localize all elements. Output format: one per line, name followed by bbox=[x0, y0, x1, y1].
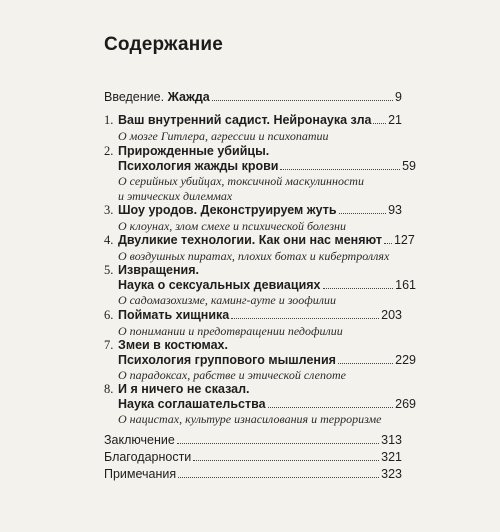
chapter-title: Шоу уродов. Деконструируем жуть bbox=[118, 203, 337, 217]
toc-entry-chapter-1 bbox=[104, 113, 402, 143]
chapter-page: 127 bbox=[393, 233, 415, 247]
chapter-description: О серийных убийцах, токсичной маскулинности bbox=[118, 174, 364, 188]
chapter-number: 7. bbox=[104, 338, 114, 352]
page-title: Содержание bbox=[104, 34, 224, 55]
intro-page: 9 bbox=[395, 90, 402, 104]
chapter-page: 93 bbox=[388, 203, 402, 217]
chapter-number: 5. bbox=[104, 263, 114, 277]
toc-entry-chapter-3 bbox=[104, 203, 402, 233]
toc-entry-acknowledgements bbox=[104, 450, 402, 464]
chapter-title-continued: Наука о сексуальных девиациях bbox=[118, 278, 321, 292]
toc-entry-chapter-7 bbox=[104, 338, 416, 382]
entry-page: 313 bbox=[381, 433, 402, 447]
dot-leader bbox=[178, 477, 379, 478]
chapter-description: О нацистах, культуре изнасилования и терроризме bbox=[118, 412, 382, 426]
chapter-description: О мозге Гитлера, агрессии и психопатии bbox=[118, 129, 329, 143]
chapter-title: Ваш внутренний садист. Нейронаука зла bbox=[118, 113, 372, 127]
dot-leader bbox=[384, 243, 392, 244]
chapter-page: 229 bbox=[395, 353, 416, 367]
entry-page: 321 bbox=[381, 450, 402, 464]
entry-title: Заключение bbox=[104, 433, 175, 447]
toc-entry-chapter-2 bbox=[104, 144, 416, 203]
chapter-description-continued: и этических дилеммах bbox=[118, 189, 233, 203]
toc-entry-chapter-8 bbox=[104, 382, 416, 426]
chapter-description: О понимании и предотвращении педофилии bbox=[118, 324, 343, 338]
chapter-title: И я ничего не сказал. bbox=[118, 382, 250, 396]
chapter-number: 8. bbox=[104, 382, 114, 396]
chapter-page: 21 bbox=[388, 113, 402, 127]
toc-entry-intro bbox=[104, 90, 402, 104]
dot-leader bbox=[231, 318, 379, 319]
chapter-number: 3. bbox=[104, 203, 114, 217]
chapter-title: Змеи в костюмах. bbox=[118, 338, 228, 352]
dot-leader bbox=[193, 460, 379, 461]
chapter-description: О воздушных пиратах, плохих ботах и кибертроллях bbox=[118, 249, 390, 263]
entry-title: Благодарности bbox=[104, 450, 192, 464]
intro-title: Жажда bbox=[167, 90, 210, 104]
chapter-page: 161 bbox=[395, 278, 416, 292]
chapter-page: 269 bbox=[395, 397, 416, 411]
chapter-title: Поймать хищника bbox=[118, 308, 230, 322]
chapter-number: 1. bbox=[104, 113, 114, 127]
dot-leader bbox=[373, 123, 386, 124]
dot-leader bbox=[323, 288, 394, 289]
toc-entry-chapter-6 bbox=[104, 308, 402, 338]
dot-leader bbox=[268, 407, 394, 408]
chapter-description: О садомазохизме, каминг-ауте и зоофилии bbox=[118, 293, 336, 307]
chapter-title-continued: Психология жажды крови bbox=[118, 159, 279, 173]
toc-entry-chapter-5 bbox=[104, 263, 416, 307]
dot-leader bbox=[212, 100, 393, 101]
chapter-description: О парадоксах, рабстве и этической слепоте bbox=[118, 368, 346, 382]
toc-entry-notes bbox=[104, 467, 402, 481]
chapter-title-continued: Наука соглашательства bbox=[118, 397, 266, 411]
chapter-title: Двуликие технологии. Как они нас меняют bbox=[118, 233, 382, 247]
chapter-page: 59 bbox=[402, 159, 416, 173]
toc-entry-chapter-4 bbox=[104, 233, 415, 263]
dot-leader bbox=[338, 363, 393, 364]
intro-prefix: Введение. bbox=[104, 90, 165, 104]
dot-leader bbox=[177, 443, 379, 444]
dot-leader bbox=[280, 169, 400, 170]
chapter-number: 2. bbox=[104, 144, 114, 158]
chapter-description: О клоунах, злом смехе и психической болезни bbox=[118, 219, 346, 233]
dot-leader bbox=[339, 213, 387, 214]
toc-entry-conclusion bbox=[104, 433, 402, 447]
entry-title: Примечания bbox=[104, 467, 177, 481]
chapter-number: 4. bbox=[104, 233, 114, 247]
chapter-number: 6. bbox=[104, 308, 114, 322]
chapter-title: Извращения. bbox=[118, 263, 199, 277]
entry-page: 323 bbox=[381, 467, 402, 481]
chapter-page: 203 bbox=[381, 308, 402, 322]
chapter-title: Прирожденные убийцы. bbox=[118, 144, 270, 158]
chapter-title-continued: Психология группового мышления bbox=[118, 353, 336, 367]
